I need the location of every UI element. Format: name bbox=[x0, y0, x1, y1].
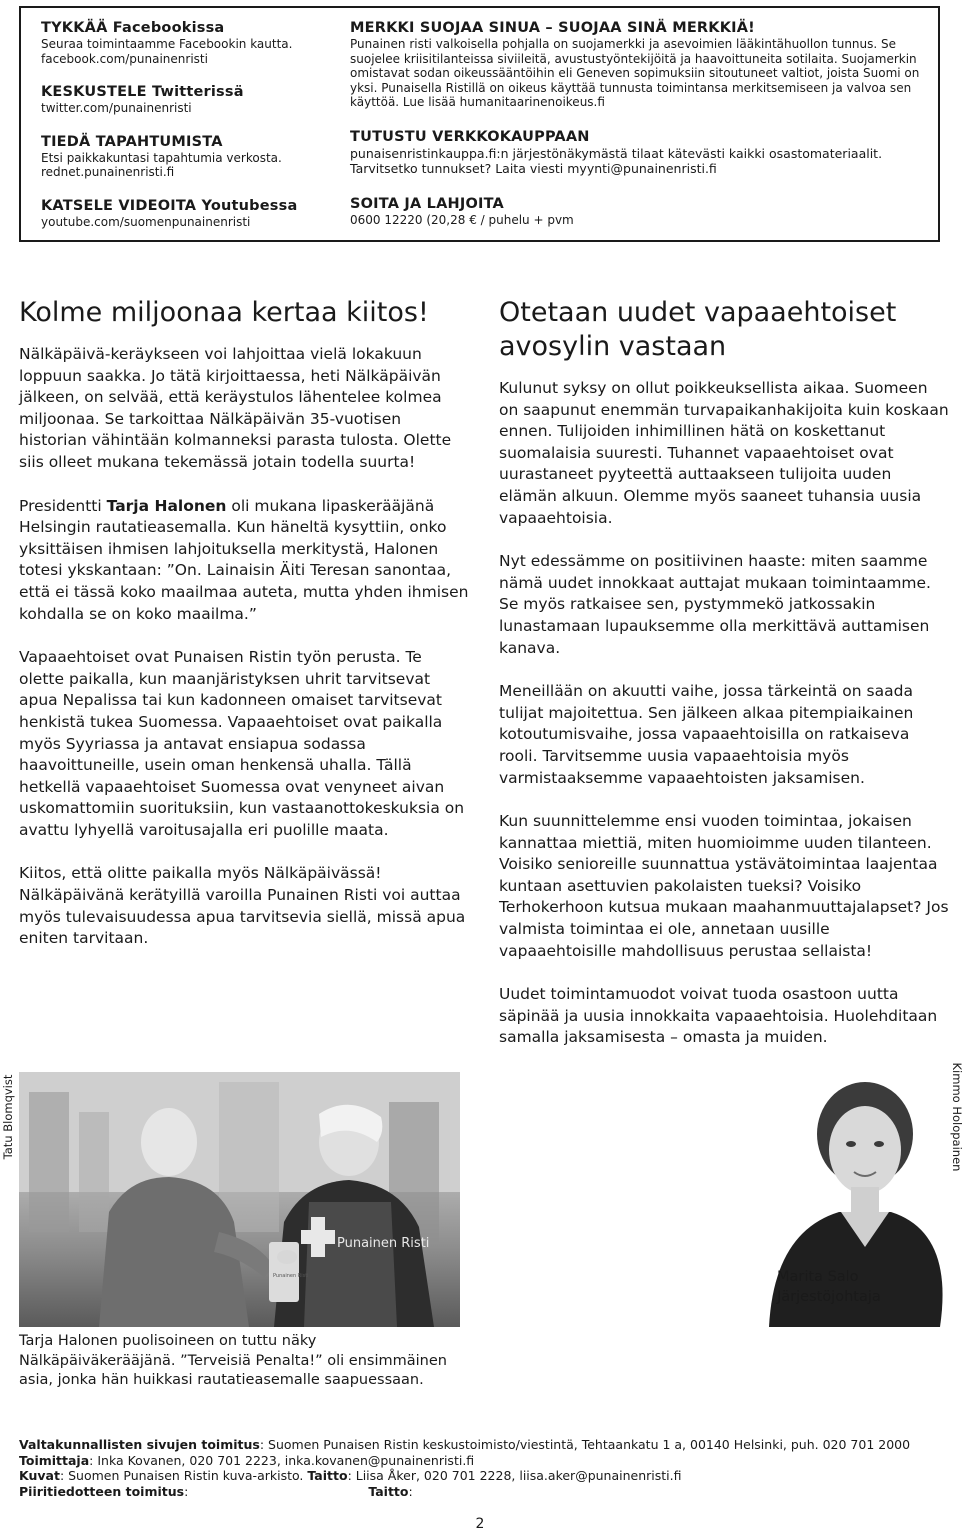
photo-halonen-illustration bbox=[19, 1072, 460, 1327]
left-paragraph-2 bbox=[19, 496, 469, 626]
facebook-text: Seuraa toimintaamme Facebookin kautta. bbox=[41, 37, 293, 51]
shop-block bbox=[350, 129, 940, 177]
youtube-heading: KATSELE VIDEOITA Youtubessa bbox=[41, 197, 298, 214]
photo-caption-left: Tarja Halonen puolisoineen on tuttu näky Nälkäpäiväkerääjänä. ”Terveisiä Penalta!” oli ensimmäinen asia, jonka hän huikkasi rautatieasemalle saapuessaan. bbox=[19, 1333, 447, 1388]
vest-text: Punainen Risti bbox=[337, 1236, 430, 1251]
footer-line-2 bbox=[19, 1453, 949, 1469]
footer-credits bbox=[19, 1437, 949, 1499]
social-links bbox=[41, 20, 331, 229]
right-headline: Otetaan uudet vapaaehtoiset avosylin vastaan bbox=[499, 297, 897, 362]
donate-phone: 0600 12220 (20,28 € / puhelu + pvm bbox=[350, 212, 574, 227]
footer-label-2: Toimittaja bbox=[19, 1452, 90, 1468]
info-right bbox=[350, 20, 940, 227]
facebook-heading: TYKKÄÄ Facebookissa bbox=[41, 20, 225, 36]
twitter-heading: KESKUSTELE Twitterissä bbox=[41, 84, 244, 100]
caption-person-title: Järjestöjohtaja bbox=[777, 1288, 881, 1305]
events-heading: TIEDÄ TAPAHTUMISTA bbox=[41, 133, 223, 150]
footer-line-4 bbox=[19, 1484, 949, 1500]
footer-text-3: : Suomen Punaisen Ristin kuva-arkisto. bbox=[59, 1468, 308, 1483]
footer-text-3b: : Liisa Åker, 020 701 2228, liisa.aker@punainenristi.fi bbox=[347, 1468, 682, 1483]
footer-label-3b: Taitto bbox=[307, 1468, 348, 1483]
footer-line-3 bbox=[19, 1468, 949, 1484]
twitter-block bbox=[41, 84, 331, 116]
emblem-text: Punainen risti valkoisella pohjalla on suojamerkki ja asevoimien lääkintähuollon tunnus. Se suojelee kriisitilanteissa siviileitä, avustustyöntekijöitä ja haavoittuneita sotilaita. Suojamerkin omistavat sodan oikeussääntöihin eli Geneven sopimuksiin sitoutuneet valtiot, joista Suomi on yksi. Punaisella Ristillä on oikeus käyttää tunnusta toimintansa merkitsemiseen ja valvoa sen käyttöä. Lue lisää humanitaarinenoikeus.fi bbox=[350, 37, 920, 109]
footer-label-4b: Taitto bbox=[368, 1483, 409, 1499]
footer-line-1 bbox=[19, 1437, 949, 1453]
info-box bbox=[19, 6, 940, 242]
caption-person-name: Marita Salo bbox=[777, 1269, 859, 1285]
footer-text-2: : Inka Kovanen, 020 701 2223, inka.kovanen@punainenristi.fi bbox=[89, 1452, 475, 1468]
youtube-block bbox=[41, 198, 331, 230]
twitter-url[interactable]: twitter.com/punainenristi bbox=[41, 101, 192, 115]
shop-heading: TUTUSTU VERKKOKAUPPAAN bbox=[350, 128, 590, 145]
events-url[interactable]: rednet.punainenristi.fi bbox=[41, 165, 175, 179]
right-paragraph-5: Uudet toimintamuodot voivat tuoda osastoon uutta säpinää ja uusia innokkaita vapaaehtoisia. Huolehditaan samalla jaksamisesta – omasta ja muiden. bbox=[499, 985, 938, 1047]
footer-label-1: Valtakunnallisten sivujen toimitus bbox=[19, 1437, 260, 1452]
footer-label-4: Piiritiedotteen toimitus bbox=[19, 1483, 185, 1499]
emblem-heading: MERKKI SUOJAA SINUA – SUOJAA SINÄ MERKKIÄ! bbox=[350, 20, 755, 36]
emblem-block bbox=[350, 20, 940, 110]
right-article bbox=[499, 296, 949, 1071]
donate-block bbox=[350, 196, 940, 228]
photo-credit-left: Tatu Blomqvist bbox=[1, 1074, 15, 1160]
left-article bbox=[19, 296, 469, 972]
left-p2-pre: Presidentti bbox=[19, 496, 107, 515]
photo-credit-right: Kimmo Holopainen bbox=[950, 1062, 964, 1172]
right-paragraph-1: Kulunut syksy on ollut poikkeuksellista aikaa. Suomeen on saapunut enemmän turvapaikanhakijoita kuin koskaan ennen. Tulijoiden inhimillinen hätä on koskettanut suomalaisia suuresti. Tuhannet vapaaehtoiset ovat uurastaneet pyyteettä auttaakseen tulijoita uuden elämän alkuun. Olemme myös saaneet tuhansia uusia vapaaehtoisia. bbox=[499, 379, 949, 527]
shop-contact: Tarvitsetko tunnukset? Laita viesti myynti@punainenristi.fi bbox=[350, 161, 717, 176]
events-text: Etsi paikkakuntasi tapahtumia verkosta. bbox=[41, 150, 282, 165]
left-paragraph-4: Kiitos, että olitte paikalla myös Nälkäpäivässä! Nälkäpäivänä kerätyillä varoilla Punainen Risti voi auttaa myös tulevaisuudessa apua tarvitsevia siellä, missä apua eniten tarvitaan. bbox=[19, 864, 466, 948]
photo-halonen bbox=[19, 1072, 460, 1327]
footer-text-4: : bbox=[184, 1483, 189, 1499]
left-p2-post: oli mukana lipaskerääjänä Helsingin rautatieasemalla. Kun häneltä kysyttiin, onko yksittäisen ihmisen lahjoituksella merkitystä, Halonen totesi ykskantaan: ”On. Lainaisin Äiti Teresan sanontaa, että ei tässä koko maailmaa auteta, mutta yhden ihmisen kohdalla se on koko maailma.” bbox=[19, 496, 469, 623]
page-number: 2 bbox=[475, 1516, 485, 1532]
facebook-block bbox=[41, 20, 331, 66]
right-paragraph-4: Kun suunnittelemme ensi vuoden toimintaa, jokaisen kannattaa miettiä, miten huomioimme uuden tilanteen. Voisiko senioreille suunnattua ystävätoimintaa laajentaa kuntaan asettuvien pakolaisten tueksi? Voisiko Terhokerhoon kutsua mukaan maahanmuuttajalapset? Jos valmista toimintaa ei ole, annetaan uusille vapaaehtoisille mahdollisuus perustaa sellaista! bbox=[499, 812, 949, 960]
left-paragraph-3: Vapaaehtoiset ovat Punaisen Ristin työn perusta. Te olette paikalla, kun maanjäristyksen uhrit tarvitsevat apua Nepalissa tai kun kadonneen omaiset tarvitsevat henkistä tukea Suomessa. Vapaaehtoiset ovat paikalla myös Syyriassa ja antavat ensiapua sodassa haavoittuneille, usein oman henkensä uhalla. Tällä hetkellä vapaaehtoiset Suomessa ovat venyneet aivan uskomattomiin suorituksiin, kun vastaanottokeskuksia on avattu lyhyellä varoitusajalla eri puolille maata. bbox=[19, 648, 465, 839]
donate-heading: SOITA JA LAHJOITA bbox=[350, 195, 504, 212]
tin-text: Punainen Risti bbox=[273, 1273, 309, 1279]
photo-caption-right bbox=[777, 1268, 937, 1307]
left-paragraph-1: Nälkäpäivä-keräykseen voi lahjoittaa vielä lokakuun loppuun saakka. Jo tätä kirjoittaessa, heti Nälkäpäivän jälkeen, on selvää, että keräystulos lähentelee kolmea miljoonaa. Se tarkoittaa Nälkäpäivän 35-vuotisen historian vähintään kolmanneksi parasta tulosta. Olette siis olleet mukana tekemässä jotain todella suurta! bbox=[19, 345, 452, 471]
footer-text-1: : Suomen Punaisen Ristin keskustoimisto/viestintä, Tehtaankatu 1 a, 00140 Helsinki, puh. 020 701 2000 bbox=[259, 1437, 911, 1452]
footer-text-4b: : bbox=[408, 1483, 413, 1499]
shop-text: punaisenristinkauppa.fi:n järjestönäkymästä tilaat kätevästi kaikki osastomateriaalit. bbox=[350, 145, 883, 161]
footer-label-3: Kuvat bbox=[19, 1468, 60, 1483]
left-headline: Kolme miljoonaa kertaa kiitos! bbox=[19, 297, 429, 328]
left-p2-name: Tarja Halonen bbox=[106, 496, 227, 515]
facebook-url[interactable]: facebook.com/punainenristi bbox=[41, 51, 208, 66]
youtube-url[interactable]: youtube.com/suomenpunainenristi bbox=[41, 214, 251, 229]
right-paragraph-2: Nyt edessämme on positiivinen haaste: miten saamme nämä uudet innokkaat auttajat mukaan toimintaamme. Se myös ratkaisee sen, pystymmekö jatkossakin lunastamaan lupauksemme olla merkittävä auttamisen kanava. bbox=[499, 552, 931, 657]
events-block bbox=[41, 134, 331, 180]
right-paragraph-3: Meneillään on akuutti vaihe, jossa tärkeintä on saada tulijat majoitettua. Sen jälkeen alkaa pitempiaikainen kotoutumisvaihe, jossa vapaaehtoisilla on ratkaiseva rooli. Tarvitsemme uusia vapaaehtoisia myös varmistaaksemme vapaaehtoisten jaksamisen. bbox=[499, 682, 914, 787]
